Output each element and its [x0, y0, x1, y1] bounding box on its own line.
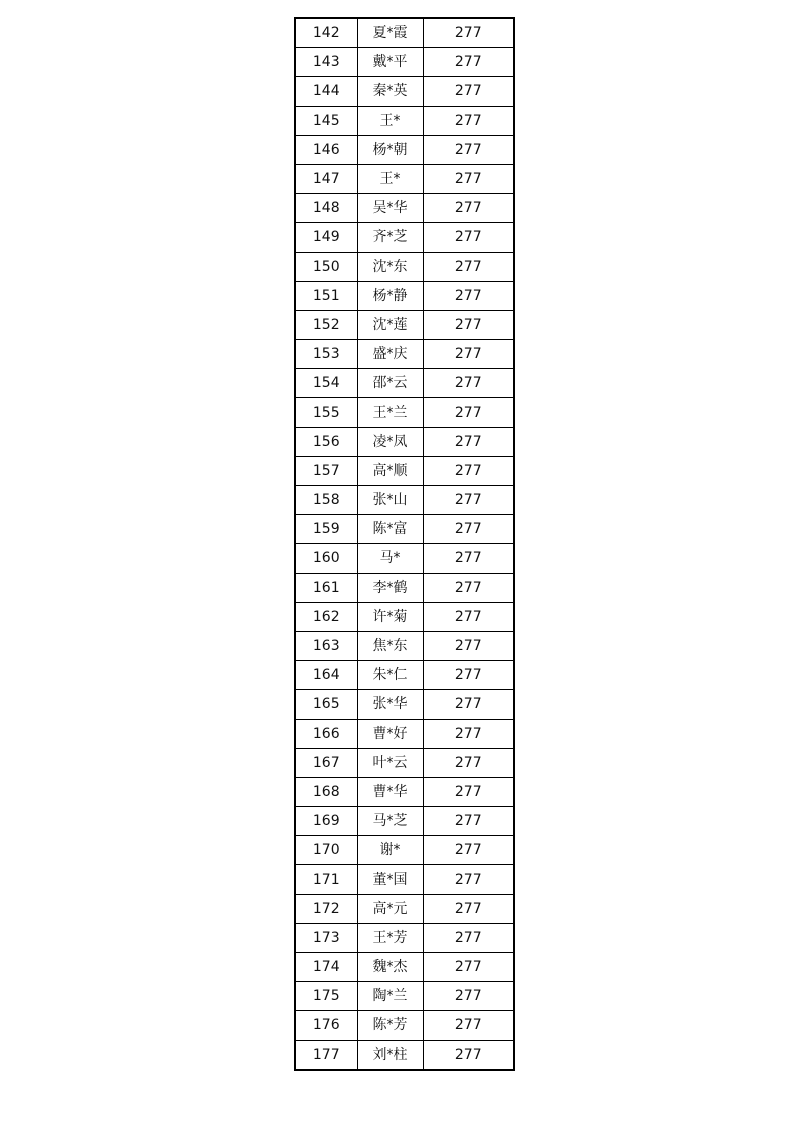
row-number-cell: 164: [295, 661, 357, 690]
table-row: [295, 194, 514, 223]
value-cell: 277: [423, 18, 514, 48]
value-cell: 277: [423, 427, 514, 456]
table-row: [295, 18, 514, 48]
name-cell: 曹*华: [357, 777, 423, 806]
row-number-cell: 177: [295, 1040, 357, 1070]
name-cell: 董*国: [357, 865, 423, 894]
value-cell: 277: [423, 398, 514, 427]
name-cell: 朱*仁: [357, 661, 423, 690]
value-cell: 277: [423, 748, 514, 777]
row-number-cell: 153: [295, 340, 357, 369]
name-cell: 王*兰: [357, 398, 423, 427]
value-cell: 277: [423, 836, 514, 865]
row-number-cell: 156: [295, 427, 357, 456]
row-number-cell: 150: [295, 252, 357, 281]
value-cell: 277: [423, 515, 514, 544]
value-cell: 277: [423, 223, 514, 252]
name-cell: 王*芳: [357, 923, 423, 952]
name-cell: 张*山: [357, 486, 423, 515]
row-number-cell: 167: [295, 748, 357, 777]
name-cell: 刘*柱: [357, 1040, 423, 1070]
row-number-cell: 173: [295, 923, 357, 952]
row-number-cell: 171: [295, 865, 357, 894]
row-number-cell: 146: [295, 135, 357, 164]
name-cell: 曹*好: [357, 719, 423, 748]
table-row: [295, 544, 514, 573]
value-cell: 277: [423, 807, 514, 836]
row-number-cell: 176: [295, 1011, 357, 1040]
name-cell: 李*鹤: [357, 573, 423, 602]
name-cell: 叶*云: [357, 748, 423, 777]
table-row: [295, 953, 514, 982]
name-cell: 吴*华: [357, 194, 423, 223]
value-cell: 277: [423, 865, 514, 894]
table-row: [295, 661, 514, 690]
name-cell: 王*: [357, 164, 423, 193]
value-cell: 277: [423, 923, 514, 952]
name-cell: 陶*兰: [357, 982, 423, 1011]
value-cell: 277: [423, 77, 514, 106]
row-number-cell: 169: [295, 807, 357, 836]
table-row: [295, 106, 514, 135]
name-cell: 邵*云: [357, 369, 423, 398]
name-cell: 陈*芳: [357, 1011, 423, 1040]
name-cell: 张*华: [357, 690, 423, 719]
table-row: [295, 135, 514, 164]
row-number-cell: 162: [295, 602, 357, 631]
value-cell: 277: [423, 369, 514, 398]
value-cell: 277: [423, 573, 514, 602]
value-cell: 277: [423, 661, 514, 690]
row-number-cell: 152: [295, 310, 357, 339]
table-row: [295, 340, 514, 369]
table-row: [295, 836, 514, 865]
value-cell: 277: [423, 48, 514, 77]
value-cell: 277: [423, 953, 514, 982]
value-cell: 277: [423, 982, 514, 1011]
value-cell: 277: [423, 281, 514, 310]
name-cell: 王*: [357, 106, 423, 135]
value-cell: 277: [423, 602, 514, 631]
row-number-cell: 148: [295, 194, 357, 223]
name-cell: 高*顺: [357, 456, 423, 485]
row-number-cell: 168: [295, 777, 357, 806]
value-cell: 277: [423, 719, 514, 748]
name-cell: 焦*东: [357, 631, 423, 660]
row-number-cell: 170: [295, 836, 357, 865]
table-row: [295, 310, 514, 339]
table-row: [295, 982, 514, 1011]
value-cell: 277: [423, 106, 514, 135]
name-cell: 高*元: [357, 894, 423, 923]
name-cell: 凌*凤: [357, 427, 423, 456]
table-row: [295, 77, 514, 106]
table-row: [295, 719, 514, 748]
value-cell: 277: [423, 777, 514, 806]
name-cell: 沈*东: [357, 252, 423, 281]
row-number-cell: 157: [295, 456, 357, 485]
row-number-cell: 151: [295, 281, 357, 310]
table-row: [295, 398, 514, 427]
name-cell: 秦*英: [357, 77, 423, 106]
table-row: [295, 48, 514, 77]
name-cell: 杨*朝: [357, 135, 423, 164]
row-number-cell: 158: [295, 486, 357, 515]
table-row: [295, 515, 514, 544]
table-row: [295, 164, 514, 193]
value-cell: 277: [423, 194, 514, 223]
row-number-cell: 166: [295, 719, 357, 748]
row-number-cell: 161: [295, 573, 357, 602]
name-cell: 齐*芝: [357, 223, 423, 252]
row-number-cell: 144: [295, 77, 357, 106]
table-row: [295, 1040, 514, 1070]
value-cell: 277: [423, 456, 514, 485]
name-cell: 魏*杰: [357, 953, 423, 982]
row-number-cell: 175: [295, 982, 357, 1011]
value-cell: 277: [423, 164, 514, 193]
table-row: [295, 456, 514, 485]
table-row: [295, 486, 514, 515]
value-cell: 277: [423, 252, 514, 281]
table-row: [295, 894, 514, 923]
row-number-cell: 172: [295, 894, 357, 923]
name-cell: 沈*莲: [357, 310, 423, 339]
table-body: [295, 18, 514, 1070]
row-number-cell: 154: [295, 369, 357, 398]
table-row: [295, 777, 514, 806]
name-cell: 马*芝: [357, 807, 423, 836]
table-row: [295, 281, 514, 310]
row-number-cell: 143: [295, 48, 357, 77]
table-row: [295, 865, 514, 894]
row-number-cell: 174: [295, 953, 357, 982]
table-row: [295, 807, 514, 836]
table-row: [295, 690, 514, 719]
table-row: [295, 252, 514, 281]
row-number-cell: 145: [295, 106, 357, 135]
table-row: [295, 427, 514, 456]
name-cell: 盛*庆: [357, 340, 423, 369]
value-cell: 277: [423, 1011, 514, 1040]
row-number-cell: 147: [295, 164, 357, 193]
row-number-cell: 163: [295, 631, 357, 660]
name-cell: 戴*平: [357, 48, 423, 77]
row-number-cell: 160: [295, 544, 357, 573]
row-number-cell: 142: [295, 18, 357, 48]
data-table: [294, 17, 515, 1071]
value-cell: 277: [423, 1040, 514, 1070]
value-cell: 277: [423, 135, 514, 164]
table-row: [295, 602, 514, 631]
name-cell: 马*: [357, 544, 423, 573]
table-row: [295, 369, 514, 398]
value-cell: 277: [423, 631, 514, 660]
name-cell: 陈*富: [357, 515, 423, 544]
value-cell: 277: [423, 310, 514, 339]
table-row: [295, 748, 514, 777]
row-number-cell: 149: [295, 223, 357, 252]
table-row: [295, 1011, 514, 1040]
value-cell: 277: [423, 690, 514, 719]
value-cell: 277: [423, 894, 514, 923]
row-number-cell: 165: [295, 690, 357, 719]
value-cell: 277: [423, 486, 514, 515]
table-row: [295, 631, 514, 660]
name-cell: 许*菊: [357, 602, 423, 631]
row-number-cell: 155: [295, 398, 357, 427]
name-cell: 谢*: [357, 836, 423, 865]
table-row: [295, 923, 514, 952]
name-cell: 夏*霞: [357, 18, 423, 48]
row-number-cell: 159: [295, 515, 357, 544]
table-row: [295, 223, 514, 252]
name-cell: 杨*静: [357, 281, 423, 310]
value-cell: 277: [423, 544, 514, 573]
value-cell: 277: [423, 340, 514, 369]
table-row: [295, 573, 514, 602]
